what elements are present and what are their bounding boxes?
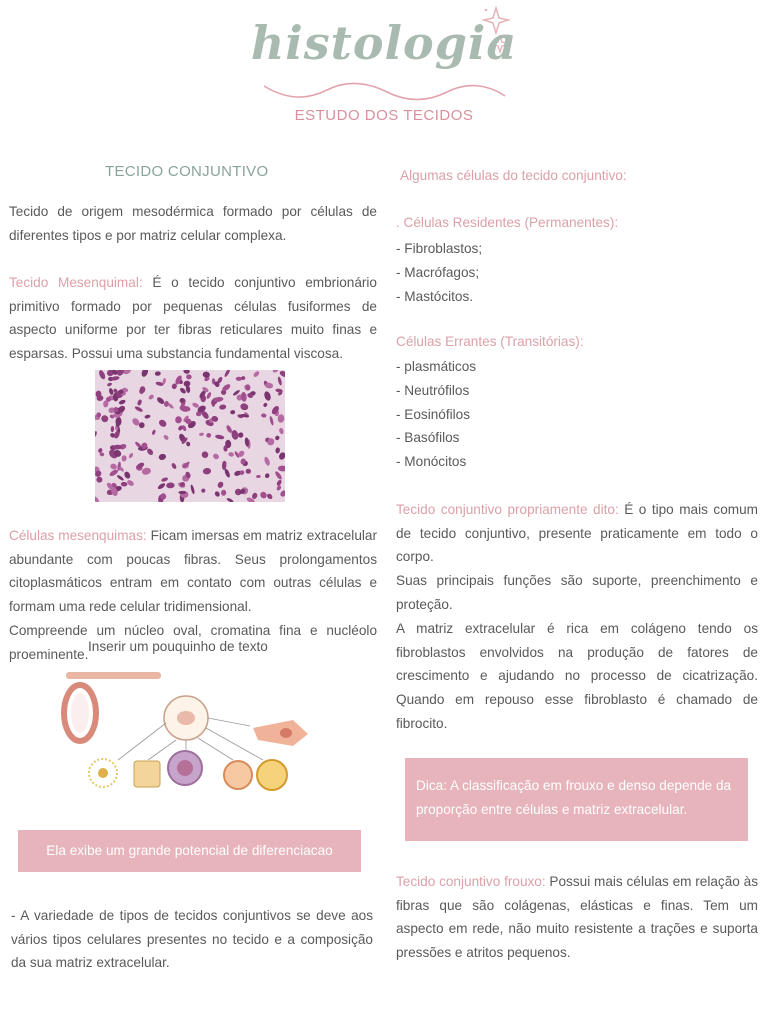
- cell-nucleus: [121, 482, 128, 487]
- overlay-text: Inserir um pouquinho de texto: [88, 639, 268, 654]
- cell-nucleus: [98, 370, 107, 380]
- section-title: TECIDO CONJUNTIVO: [105, 163, 269, 180]
- cell-nucleus: [241, 392, 248, 402]
- proprio-label: Tecido conjuntivo propriamente dito:: [396, 502, 619, 517]
- cell-nucleus: [200, 450, 209, 459]
- cell-nucleus: [156, 396, 166, 405]
- page-title: histologia: [250, 16, 518, 70]
- cell-differentiation-diagram: [58, 668, 348, 806]
- cell-nucleus: [163, 434, 170, 441]
- cell-nucleus: [123, 471, 131, 480]
- page-subtitle: ESTUDO DOS TECIDOS: [294, 107, 474, 124]
- cell-nucleus: [126, 479, 135, 487]
- cell-nucleus: [151, 429, 156, 435]
- cell-nucleus: [221, 490, 227, 496]
- dica-box: Dica: A classificação em frouxo e denso depende da proporção entre células e matriz extracelular.: [405, 758, 748, 841]
- mesenquimal-text: É o tecido conjuntivo embrionário primitivo formado por pequenas células fusiformes de aspecto uniforme por ter fibras reticulares muito finas e esparsas. Possui uma substancia fundamental viscosa.: [9, 275, 377, 362]
- cell-nucleus: [155, 371, 162, 376]
- cell-nucleus: [261, 413, 267, 418]
- mesenquimal-label: Tecido Mesenquimal:: [9, 275, 143, 290]
- cell-nucleus: [171, 462, 178, 470]
- cell-nucleus: [186, 441, 191, 446]
- cell-nucleus: [263, 391, 272, 402]
- cell-nucleus: [230, 410, 236, 415]
- cell-nucleus: [141, 467, 152, 476]
- cell-nucleus: [259, 491, 268, 500]
- cell-nucleus: [116, 474, 124, 481]
- closing-paragraph: - A variedade de tipos de tecidos conjuntivos se deve aos vários tipos celulares presentes no tecido e a composição da sua matriz extracelular.: [11, 908, 373, 971]
- celulas-paragraph: [9, 524, 377, 619]
- mesenquimal-paragraph: [9, 271, 377, 366]
- proprio-text: É o tipo mais comum de tecido conjuntivo, presente praticamente em todo o corpo.: [396, 502, 758, 565]
- cell-nucleus: [279, 489, 285, 498]
- cell-nucleus: [95, 431, 98, 438]
- cell-nucleus: [134, 405, 143, 412]
- frouxo-paragraph: [396, 870, 758, 965]
- cell-nucleus: [118, 399, 126, 405]
- cell-nucleus: [140, 370, 149, 378]
- cell-nucleus: [121, 455, 127, 462]
- matriz-paragraph: A matriz extracelular é rica em colágeno tendo os fibroblastos envolvidos na produção de fatores de crescimento e ajudando no processo de cicatrização. Quando em repouso esse fibroblasto é chamado de fibrocito.: [396, 621, 758, 731]
- errantes-heading: Células Errantes (Transitórias):: [396, 334, 584, 349]
- cell-nucleus: [245, 469, 251, 474]
- cell-nucleus: [215, 434, 225, 440]
- cell-nucleus: [256, 475, 261, 478]
- cell-nucleus: [183, 370, 191, 375]
- cell-nucleus: [266, 493, 274, 500]
- cell-nucleus: [274, 435, 280, 441]
- cells-heading: Algumas células do tecido conjuntivo:: [400, 168, 627, 183]
- cell-nucleus: [203, 468, 212, 475]
- cell-nucleus: [158, 453, 167, 461]
- micrograph-cells: [95, 370, 285, 502]
- cell-nucleus: [199, 432, 205, 436]
- cell-nucleus: [95, 495, 100, 502]
- cell-nucleus: [202, 371, 210, 378]
- cell-nucleus: [214, 490, 221, 497]
- list-item: - Macrófagos;: [396, 264, 480, 280]
- residentes-heading: . Células Residentes (Permanentes):: [396, 215, 619, 230]
- cell-nucleus: [206, 433, 211, 438]
- list-item: - Neutrófilos: [396, 382, 470, 398]
- cell-nucleus: [201, 488, 206, 493]
- errantes-list: [396, 355, 476, 474]
- cell-nucleus: [264, 473, 270, 479]
- cell-nucleus: [275, 447, 280, 454]
- residentes-list: [396, 237, 482, 308]
- cell-nucleus: [166, 482, 175, 488]
- cell-nucleus: [219, 404, 227, 410]
- nucleo-paragraph: Compreende um núcleo oval, cromatina fina e nucléolo proeminente.: [9, 623, 377, 662]
- list-item: - plasmáticos: [396, 359, 477, 374]
- cell-nucleus: [240, 402, 250, 411]
- cell-nucleus: [100, 414, 109, 423]
- wave-divider: [262, 80, 507, 104]
- cell-nucleus: [206, 392, 212, 400]
- cell-nucleus: [164, 400, 170, 407]
- cell-nucleus: [107, 382, 113, 387]
- list-item: - Eosinófilos: [396, 406, 471, 422]
- cell-nucleus: [108, 388, 114, 396]
- list-item: - Basófilos: [396, 430, 460, 446]
- cell-nucleus: [128, 452, 134, 459]
- cell-nucleus: [96, 476, 103, 483]
- cell-nucleus: [277, 376, 282, 386]
- histology-micrograph: [95, 370, 285, 502]
- list-item: - Mastócitos.: [396, 288, 474, 304]
- cell-nucleus: [137, 399, 143, 406]
- celulas-text: Ficam imersas em matriz extracelular abundante com poucas fibras. Seus prolongamentos citoplasmáticos entram em contato com outras células e formam uma rede celular tridimensional.: [9, 528, 377, 615]
- cell-nucleus: [224, 370, 231, 378]
- cell-nucleus: [148, 394, 155, 401]
- frouxo-text: Possui mais células em relação às fibras que são colágenas, elásticas e finas. Tem um aspecto em rede, não muito resistente a trações e suporta pressões e atritos pequenos.: [396, 874, 758, 961]
- cell-nucleus: [178, 491, 186, 494]
- proprio-paragraph: [396, 498, 758, 569]
- cell-nucleus: [228, 452, 234, 458]
- cell-nucleus: [109, 463, 117, 471]
- cell-nucleus: [226, 497, 234, 502]
- cell-nucleus: [263, 456, 271, 466]
- cell-nucleus: [144, 414, 151, 419]
- cell-nucleus: [274, 470, 283, 480]
- cell-nucleus: [253, 370, 261, 378]
- cell-nucleus: [279, 370, 285, 378]
- list-item: - Fibroblastos;: [396, 241, 483, 256]
- cell-nucleus: [269, 416, 274, 426]
- cell-nucleus: [161, 477, 169, 483]
- cell-nucleus: [179, 387, 187, 395]
- cell-nucleus: [217, 481, 225, 489]
- cell-nucleus: [272, 370, 279, 373]
- cell-nucleus: [190, 484, 195, 494]
- cell-nucleus: [278, 427, 284, 434]
- cell-nucleus: [236, 377, 242, 381]
- cell-nucleus: [276, 485, 282, 492]
- list-item: - Monócitos: [396, 454, 467, 470]
- cell-nucleus: [276, 479, 283, 487]
- cell-nucleus: [192, 402, 200, 409]
- cell-nucleus: [263, 402, 268, 408]
- funcoes-paragraph: Suas principais funções são suporte, preenchimento e proteção.: [396, 573, 758, 612]
- cell-nucleus: [186, 374, 192, 380]
- intro-paragraph: Tecido de origem mesodérmica formado por células de diferentes tipos e por matriz celular complexa.: [9, 204, 377, 243]
- frouxo-label: Tecido conjuntivo frouxo:: [396, 874, 546, 889]
- cell-nucleus: [157, 482, 166, 490]
- cell-nucleus: [278, 465, 285, 471]
- cell-nucleus: [175, 416, 182, 424]
- cell-nucleus: [158, 418, 168, 428]
- highlight-box: Ela exibe um grande potencial de diferenciacao: [18, 830, 361, 872]
- cell-nucleus: [212, 452, 220, 460]
- celulas-label: Células mesenquimas:: [9, 528, 147, 543]
- cell-nucleus: [111, 426, 115, 432]
